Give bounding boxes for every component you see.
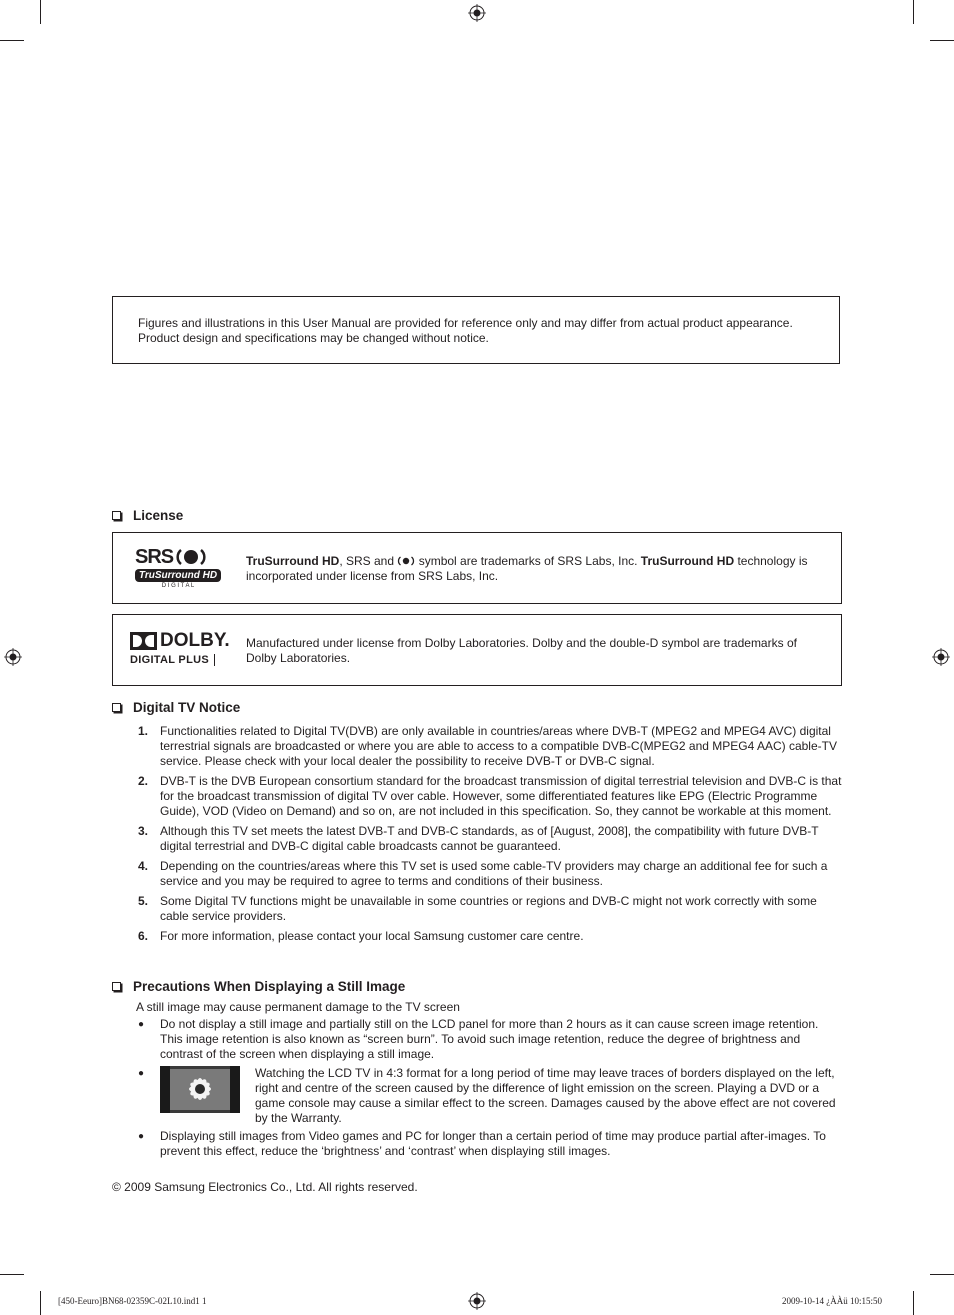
dolby-license-box [112,614,842,686]
srs-logo [135,547,225,591]
bullet-icon: ● [138,1068,145,1079]
crop-mark [0,40,24,41]
precaution-bullet [138,1017,844,1062]
digital-tv-heading [112,700,240,715]
precautions-intro: A still image may cause permanent damage to the TV screen [136,1000,460,1014]
dolby-license-text: Manufactured under license from Dolby Laboratories. Dolby and the double-D symbol are trademarks of Dolby Laboratories. [246,636,797,665]
bullet-icon: ● [138,1131,145,1142]
list-item [138,824,844,854]
srs-logo-sub: D I G I T A L [161,583,195,589]
bullet-icon: ● [138,1019,145,1030]
srs-circle-icon [176,548,206,566]
logo-divider [214,654,215,666]
srs-license-text [246,554,826,584]
digital-tv-heading-label: Digital TV Notice [133,700,241,715]
license-heading [112,508,183,523]
srs-logo-text: SRS [135,546,174,568]
precautions-heading [112,979,405,994]
item-text: Depending on the countries/areas where this TV set is used some cable-TV providers may charge an additional fee for such a service and you may be required to agree to terms and conditions of their business. [160,859,828,888]
print-slug-right: 2009-10-14 ¿ÀÀü 10:15:50 [782,1296,882,1306]
list-item [138,894,844,924]
bullet-text: Watching the LCD TV in 4:3 format for a long period of time may leave traces of borders displayed on the left, right and centre of the screen caused by the difference of light emission on the screen. Playing a DVD or a game console may cause a similar effect to the screen. Damages caused by the above effect are not covered by the Warranty. [255,1066,836,1125]
item-text: For more information, please contact your local Samsung customer care centre. [160,929,584,943]
list-item [138,859,844,889]
checkbox-bullet-icon [112,703,121,712]
registration-mark-icon [932,648,950,666]
srs-text-part: symbol are trademarks of SRS Labs, Inc. [415,554,641,568]
item-text: Although this TV set meets the latest DVB-T and DVB-C standards, as of [August, 2008], the compatibility with future DVB-T digital terrestrial and DVB-C digital cable broadcasts cannot be guaranteed. [160,824,819,853]
crop-mark [913,1291,914,1315]
srs-symbol-icon [397,556,415,566]
bullet-text: Do not display a still image and partially still on the LCD panel for more than 2 hours as it can cause screen image retention. This image retention is also known as “screen burn”. To avoid such image retention, reduce the degree of brightness and contrast of the screen when displaying a still image. [160,1017,819,1061]
precaution-bullet [138,1129,844,1159]
checkbox-bullet-icon [112,982,121,991]
notice-box [112,296,840,364]
notice-line: Figures and illustrations in this User Manual are provided for reference only and may differ from actual product appearance. [138,316,793,330]
item-number: 1. [138,724,149,738]
item-text: Some Digital TV functions might be unavailable in some countries or regions and DVB-C might not work correctly with some cable service providers. [160,894,817,923]
list-item [138,774,844,819]
registration-mark-icon [4,648,22,666]
precautions-heading-label: Precautions When Displaying a Still Image [133,979,406,994]
list-item [138,929,844,944]
item-number: 4. [138,859,149,873]
copyright-text: © 2009 Samsung Electronics Co., Ltd. All rights reserved. [112,1180,418,1194]
srs-license-box [112,532,842,604]
item-number: 5. [138,894,149,908]
crop-mark [913,0,914,24]
notice-text [138,316,828,346]
bullet-text: Displaying still images from Video games and PC for longer than a certain period of time may produce partial after-images. To prevent this effect, reduce the ‘brightness’ and ‘contrast’ when displaying still images. [160,1129,826,1158]
dolby-logo [130,632,230,672]
notice-line: Product design and specifications may be changed without notice. [138,331,489,345]
item-text: Functionalities related to Digital TV(DVB) are only available in countries/areas where DVB-T (MPEG2 and MPEG4 AVC) digital terrestrial signals are broadcasted or where you are able to access to a compatible DVB-C(MPEG2 and MPEG4 AAC) cable-TV service. Please check with your local dealer the possibility to receive DVB-T or DVB-C signal. [160,724,837,768]
checkbox-bullet-icon [112,511,121,520]
registration-mark-icon [468,1292,486,1310]
item-number: 6. [138,929,149,943]
tv-still-image-illustration [160,1066,240,1113]
dolby-logo-sub: DIGITAL PLUS [130,654,209,666]
dolby-logo-text: DOLBY. [160,630,230,651]
registration-mark-icon [468,4,486,22]
trusurround-name: TruSurround HD [640,554,735,568]
license-heading-label: License [133,508,184,523]
precaution-bullet [138,1066,844,1126]
crop-mark [930,1274,954,1275]
item-number: 3. [138,824,149,838]
crop-mark [40,1291,41,1315]
crop-mark [40,0,41,24]
item-text: DVB-T is the DVB European consortium standard for the broadcast transmission of digital terrestrial television and DVB-C is that for the broadcast transmission of digital TV over cable. However, some differentiated features like EPG (Electric Programme Guide), VOD (Video on Demand) and so on, are not included in this specification. So, they cannot be workable at this moment. [160,774,842,818]
trusurround-name: TruSurround HD [246,554,340,568]
list-item [138,724,844,769]
srs-logo-band: TruSurround HD [135,569,221,582]
print-slug-left: [450-Eeuro]BN68-02359C-02L10.ind1 1 [58,1296,207,1306]
digital-tv-list [138,724,844,949]
crop-mark [0,1274,24,1275]
crop-mark [930,40,954,41]
srs-text-part: technology is incorporated under license from SRS Labs, Inc. [246,554,808,583]
double-d-icon [130,632,157,650]
srs-text-part: , SRS and [339,554,398,568]
item-number: 2. [138,774,149,788]
